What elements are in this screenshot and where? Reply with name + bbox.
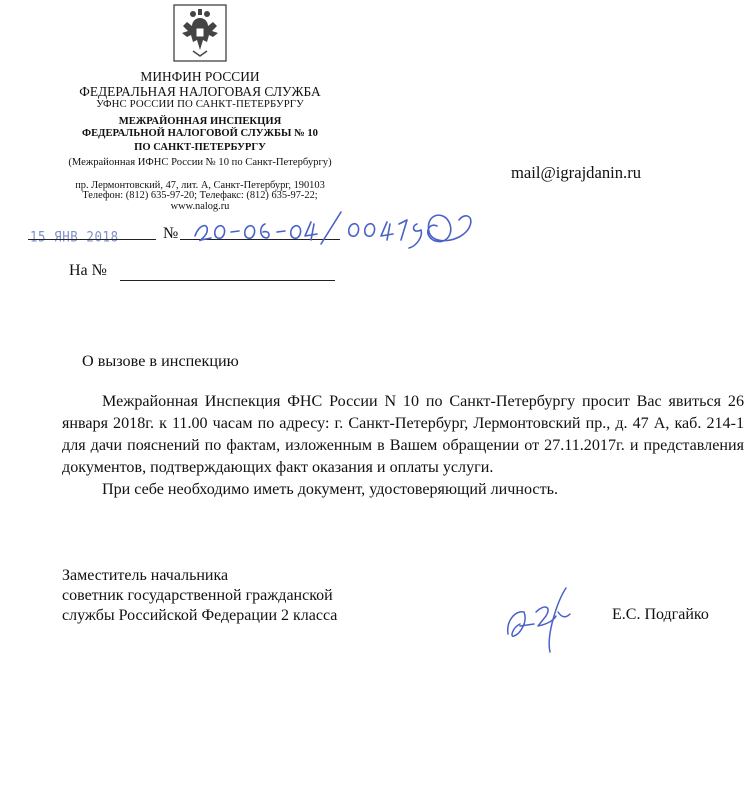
office-address: пр. Лермонтовский, 47, лит. А, Санкт-Петербург, 190103 <box>75 180 325 191</box>
regional-office: УФНС РОССИИ ПО САНКТ-ПЕТЕРБУРГУ <box>96 98 304 110</box>
state-emblem-icon <box>173 4 227 62</box>
letter-subject: О вызове в инспекцию <box>82 352 239 370</box>
number-sign: № <box>163 225 179 242</box>
inspection-name-line2: ФЕДЕРАЛЬНОЙ НАЛОГОВОЙ СЛУЖБЫ № 10 <box>82 128 318 139</box>
reply-reference-underline <box>120 280 335 281</box>
signatory-title-line1: Заместитель начальника <box>62 567 229 584</box>
signatory-title-line3: службы Российской Федерации 2 класса <box>62 607 338 624</box>
inspection-name-line1: МЕЖРАЙОННАЯ ИНСПЕКЦИЯ <box>118 116 282 127</box>
inspection-name-line3: ПО САНКТ-ПЕТЕРБУРГУ <box>134 142 266 153</box>
date-stamp: 15 ЯНВ 2018 <box>30 227 119 246</box>
signatory-block <box>62 566 337 626</box>
date-underline <box>28 239 156 240</box>
signatory-name: Е.С. Подгайко <box>612 606 709 623</box>
ministry-name: МИНФИН РОССИИ <box>140 69 260 84</box>
handwritten-reg-number <box>193 206 493 266</box>
handwritten-signature <box>500 582 590 662</box>
signatory-title-line2: советник государственной гражданской <box>62 587 333 604</box>
office-phone: Телефон: (812) 635-97-20; Телефакс: (812) 635-97-22; <box>82 190 318 201</box>
service-name: ФЕДЕРАЛЬНАЯ НАЛОГОВАЯ СЛУЖБА <box>79 84 321 99</box>
body-paragraph-2: При себе необходимо иметь документ, удостоверяющий личность. <box>102 481 558 498</box>
office-website: www.nalog.ru <box>170 201 230 212</box>
inspection-short-name: (Межрайонная ИФНС России № 10 по Санкт-Петербургу) <box>68 157 332 168</box>
letter-body <box>62 391 744 501</box>
recipient-email: mail@igrajdanin.ru <box>511 163 642 182</box>
body-paragraph-1: Межрайонная Инспекция ФНС России N 10 по Санкт-Петербургу просит Вас явиться 26 января 2018г. к 11.00 часам по адресу: г. Санкт-Петербург, Лермонтовский пр., д. 47 А, каб. 214-1 для дачи пояснений по фактам, изложенным в Вашем обращении от 27.11.2017г. и представления документов, подтверждающих факт оказания и оплаты услуги. <box>62 393 744 476</box>
reply-reference-label: На № <box>69 262 107 279</box>
